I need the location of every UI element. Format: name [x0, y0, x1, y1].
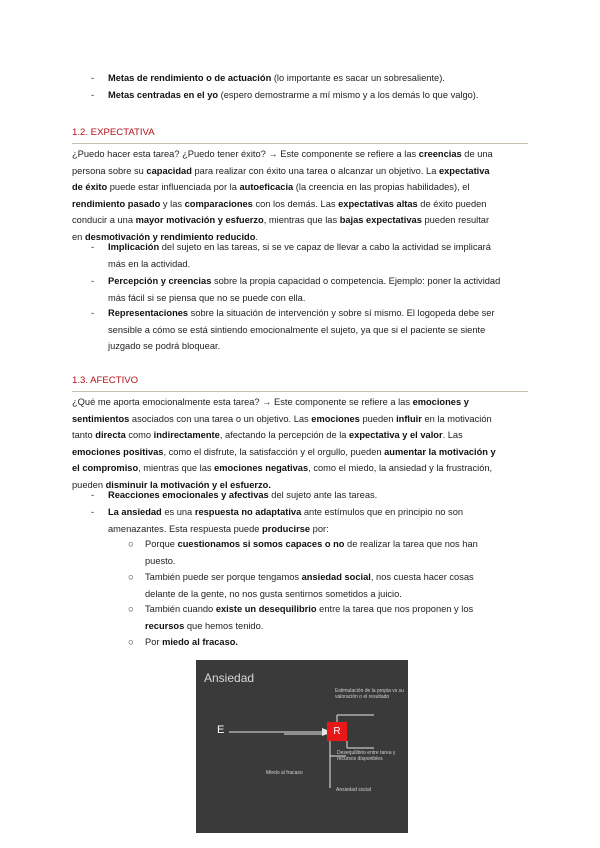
text-line: rendimiento pasado y las comparaciones con los demás. Las expectativas altas de éxito pueden — [72, 198, 487, 209]
bold-term: existe un desequilibrio — [215, 604, 317, 614]
bold-term: miedo al fracaso. — [162, 637, 239, 647]
sub-bullet-item — [128, 601, 528, 634]
section-heading-expectativa: 1.2. EXPECTATIVA — [72, 126, 528, 144]
bold-term: Reacciones emocionales y afectivas — [108, 490, 269, 500]
text-line: recursos que hemos tenido. — [145, 620, 264, 631]
bold-term: aumentar la motivación y — [384, 446, 496, 457]
section-heading-afectivo: 1.3. AFECTIVO — [72, 374, 528, 392]
bold-term: emociones — [311, 413, 360, 424]
bullet-marker: - — [91, 490, 95, 500]
text-line: Metas centradas en el yo (espero demostrarme a mí mismo y a los demás lo que valgo). — [108, 90, 479, 100]
text-line: sensible a cómo se está sintiendo emocionalmente el sujeto, ya que si el paciente se siente — [108, 324, 486, 335]
bold-term: Metas centradas en el yo — [108, 90, 219, 100]
bold-term: sentimientos — [72, 413, 130, 424]
text-line: sentimientos asociados con una tarea o un objetivo. Las emociones pueden influir en la motivación — [72, 413, 492, 424]
bold-term: de éxito — [72, 182, 108, 193]
slide-title: Ansiedad — [204, 671, 255, 685]
bold-term: emociones negativas — [214, 463, 309, 474]
slide-e-label: E — [217, 724, 225, 736]
text-line: conducir a una mayor motivación y esfuerzo, mientras que las bajas expectativas pueden resultar — [72, 215, 490, 226]
bold-term: ansiedad social — [301, 572, 371, 582]
bullet-item — [91, 504, 528, 537]
slide-note-top: Estimulación de la propia vs su valoración o el resultado — [335, 688, 404, 700]
text-line: tanto directa como indirectamente, afectando la percepción de la expectativa y el valor. Las — [72, 430, 463, 441]
slide-note-mid: Desequilibrio entre tarea y recursos disponibles — [337, 750, 396, 762]
bold-term: bajas expectativas — [339, 215, 422, 226]
bold-term: producirse — [262, 523, 311, 534]
bold-term: expectativa — [438, 165, 490, 176]
text-line: También puede ser porque tengamos ansiedad social, nos cuesta hacer cosas — [145, 572, 474, 582]
bold-term: emociones y — [412, 397, 469, 407]
bullet-marker: ○ — [128, 539, 134, 549]
text-line: ¿Puedo hacer esta tarea? ¿Puedo tener éxito? → Este componente se refiere a las creencias de una — [72, 149, 493, 159]
bullet-item — [91, 487, 528, 504]
text-line: más en la actividad. — [108, 258, 191, 269]
sub-bullet-item — [128, 536, 528, 569]
text-line: más fácil si se piensa que no se puede con ella. — [108, 292, 306, 303]
bold-term: disminuir la motivación y el esfuerzo. — [105, 479, 271, 490]
text-line: Representaciones sobre la situación de intervención y sobre sí mismo. El logopeda debe ser — [108, 308, 495, 318]
bullet-marker: - — [91, 308, 95, 318]
slide-diagram-lines — [196, 660, 408, 833]
bold-term: creencias — [418, 149, 462, 159]
text-line: de éxito puede estar influenciada por la autoeficacia (la creencia en las propias habilidades), el — [72, 182, 470, 193]
bullet-item — [91, 273, 528, 306]
bold-term: el compromiso — [72, 463, 139, 474]
bullet-marker: - — [91, 73, 95, 83]
bold-term: rendimiento pasado — [72, 198, 161, 209]
bullet-marker: ○ — [128, 604, 134, 614]
text-line: juzgado se podrá bloquear. — [108, 341, 221, 352]
bullet-marker: ○ — [128, 637, 134, 647]
bold-term: cuestionamos si somos capaces o no — [177, 539, 345, 549]
bold-term: expectativa y el valor — [349, 430, 443, 441]
bold-term: emociones positivas — [72, 446, 164, 457]
bold-term: Metas de rendimiento o de actuación — [108, 73, 272, 83]
text-line: También cuando existe un desequilibrio entre la tarea que nos proponen y los — [145, 604, 474, 614]
sub-bullet-item — [128, 569, 528, 602]
bold-term: directa — [95, 430, 126, 441]
bold-term: Percepción y creencias — [108, 276, 212, 286]
bullet-item — [91, 70, 528, 87]
bullet-item — [91, 239, 528, 272]
bold-term: Implicación — [108, 242, 160, 252]
text-line: La ansiedad es una respuesta no adaptativa ante estímulos que en principio no son — [108, 507, 464, 517]
bullet-marker: - — [91, 507, 95, 517]
text-line: el compromiso, mientras que las emociones negativas, como el miedo, la ansiedad y la frustración, — [72, 463, 493, 474]
text-line: Implicación del sujeto en las tareas, si se ve capaz de llevar a cabo la actividad se implicará — [108, 242, 491, 252]
text-line: pueden disminuir la motivación y el esfuerzo. — [72, 479, 271, 490]
bold-term: comparaciones — [184, 198, 253, 209]
text-line: Metas de rendimiento o de actuación (lo importante es sacar un sobresaliente). — [108, 73, 445, 83]
text-line: persona sobre su capacidad para realizar con éxito una tarea o alcanzar un objetivo. La expectativa — [72, 165, 490, 176]
text-line: emociones positivas, como el disfrute, la satisfacción y el orgullo, pueden aumentar la motivación y — [72, 446, 496, 457]
text-line: Reacciones emocionales y afectivas del sujeto ante las tareas. — [108, 490, 378, 500]
bold-term: La ansiedad — [108, 507, 162, 517]
bold-term: influir — [396, 413, 422, 424]
text-line: en desmotivación y rendimiento reducido. — [72, 231, 259, 242]
slide-note-bottom-left: Miedo al fracaso — [266, 770, 303, 776]
text-line: puesto. — [145, 555, 176, 566]
bullet-item — [91, 305, 528, 355]
bold-term: expectativas altas — [338, 198, 418, 209]
afectivo-paragraph — [72, 394, 528, 494]
ansiedad-slide-image — [196, 660, 408, 833]
bullet-marker: - — [91, 276, 95, 286]
bold-term: capacidad — [146, 165, 192, 176]
text-line: Percepción y creencias sobre la propia capacidad o competencia. Ejemplo: poner la actividad — [108, 276, 501, 286]
bullet-item — [91, 87, 528, 104]
text-line: delante de la gente, no nos gusta sentirnos sometidos a juicio. — [145, 588, 402, 599]
slide-r-box: R — [327, 722, 347, 741]
sub-bullet-item — [128, 634, 528, 651]
text-line: Por miedo al fracaso. — [145, 637, 239, 647]
text-line: Porque cuestionamos si somos capaces o no de realizar la tarea que nos han — [145, 539, 478, 549]
bold-term: respuesta no adaptativa — [194, 507, 302, 517]
bold-term: indirectamente — [153, 430, 220, 441]
bold-term: Representaciones — [108, 308, 189, 318]
text-line: ¿Qué me aporta emocionalmente esta tarea? → Este componente se refiere a las emociones y — [72, 397, 469, 407]
bold-term: recursos — [145, 620, 185, 631]
bullet-marker: ○ — [128, 572, 134, 582]
bold-term: mayor motivación y esfuerzo — [135, 215, 264, 226]
text-line: amenazantes. Esta respuesta puede producirse por: — [108, 523, 329, 534]
expectativa-paragraph — [72, 146, 528, 246]
bold-term: desmotivación y rendimiento reducido — [84, 231, 256, 242]
slide-note-bottom-right: Ansiedad social — [336, 787, 372, 793]
bullet-marker: - — [91, 90, 95, 100]
bullet-marker: - — [91, 242, 95, 252]
bold-term: autoeficacia — [239, 182, 294, 193]
